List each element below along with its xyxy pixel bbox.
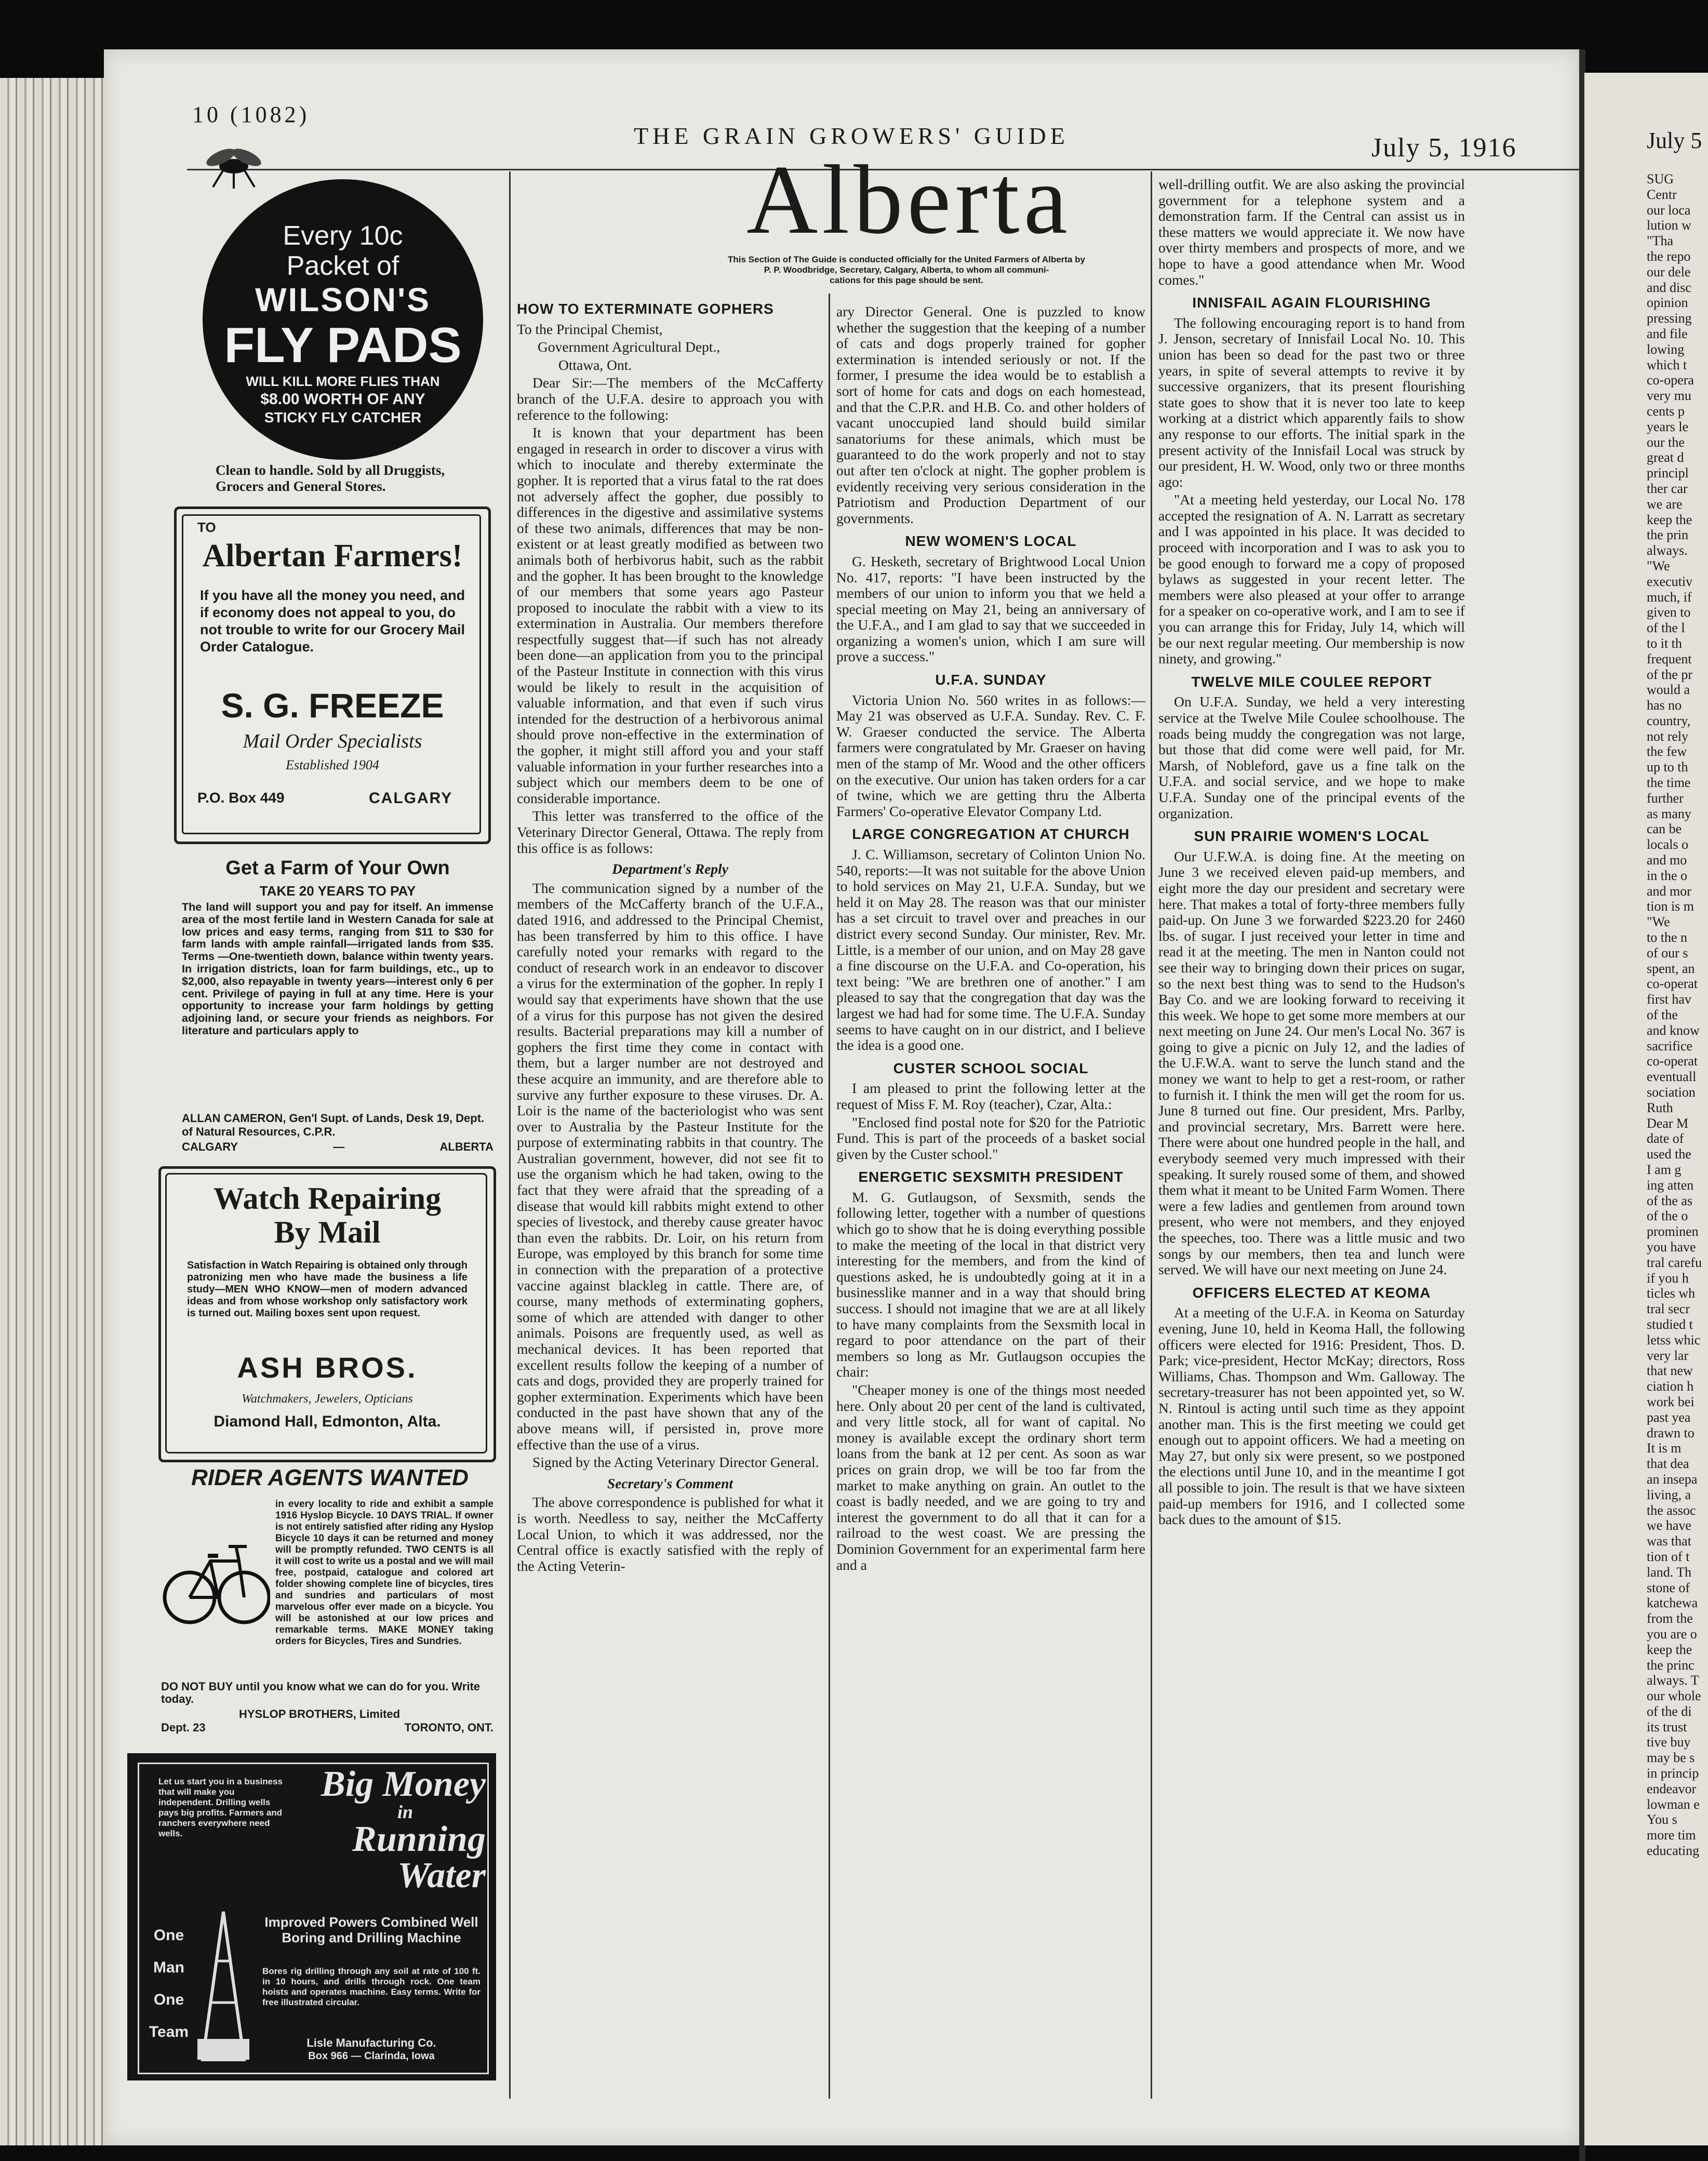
paragraph: ary Director General. One is puzzled to know whether the suggestion that the keeping of a number of cats and dogs properly trained for gopher extermination is intended seriously or not. If the former, I presume the idea would be to establish a sort of home for cats and dogs on each homestead, and that the C.P.R. and H.B. Co. and other holders of vacant unoccupied land should build similar sanatoriums for these animals, which must be guaranteed to do the work properly and not to stay out after ten o'clock at night. The gopher problem is evidently receiving very serious consideration in the Patriotism and Production Department of our governments.	[836, 304, 1145, 526]
well-intro: Let us start you in a business that will make you independent. Drilling wells pays big profits. Farmers and ranchers everywhere need wells.	[158, 1777, 283, 1838]
paragraph: The above correspondence is published for what it is worth. Needless to say, neither the McCafferty Local Union, to which it was addressed, nor the Central office is exactly satisfied with the reply of the Acting Veterin-	[517, 1494, 823, 1574]
next-page-line: more tim	[1647, 1827, 1696, 1843]
article-title-keoma: OFFICERS ELECTED AT KEOMA	[1192, 1284, 1431, 1301]
next-page-line: years le	[1647, 419, 1689, 434]
next-page-line: further	[1647, 790, 1684, 806]
section-title: Alberta	[746, 145, 1072, 255]
next-page-line: You s	[1647, 1812, 1677, 1827]
next-page-line: in the o	[1647, 868, 1687, 883]
next-page-line: in princip	[1647, 1766, 1699, 1781]
next-page-line: you are o	[1647, 1626, 1697, 1642]
section-note-line-2: P. P. Woodbridge, Secretary, Calgary, Alberta, to whom all communi-	[764, 265, 1049, 275]
freeze-po-box: P.O. Box 449	[197, 790, 285, 806]
next-page-line: past yea	[1647, 1409, 1691, 1425]
ash-body: Satisfaction in Watch Repairing is obtained only through patronizing men who have made the business a life study—MEN WHO KNOW—men of modern advanced ideas and from whose workshop only satisfactory work is turned out. Mailing boxes sent upon request.	[187, 1260, 468, 1319]
next-page-line: work bei	[1647, 1394, 1694, 1409]
next-page-line: the repo	[1647, 248, 1691, 264]
article-title-large-congregation: LARGE CONGREGATION AT CHURCH	[852, 826, 1130, 843]
fly-line-4: FLY PADS	[224, 317, 462, 373]
next-page-line: our whole	[1647, 1688, 1701, 1704]
next-page-line: keep the	[1647, 512, 1692, 527]
next-page-line: educating	[1647, 1843, 1700, 1859]
paragraph: Victoria Union No. 560 writes in as follows:—May 21 was observed as U.F.A. Sunday. Rev. C. F. W. Graeser conducted the service. The Alberta farmers were congratulated by Mr. Graeser on having men of the stamp of Mr. Wood and the other officers on the executive. Our union has taken orders for a car of twine, which we are getting thru the Alberta Farmers' Co-operative Elevator Company Ltd.	[836, 691, 1145, 819]
next-page-line: of the pr	[1647, 666, 1693, 682]
rider-company: HYSLOP BROTHERS, Limited	[239, 1708, 401, 1720]
paragraph: Signed by the Acting Veterinary Director General.	[532, 1454, 819, 1471]
next-page-line: that dea	[1647, 1456, 1689, 1472]
next-page-line: that new	[1647, 1363, 1693, 1379]
address-line-1: To the Principal Chemist,	[517, 321, 663, 337]
farm-contact: ALLAN CAMERON, Gen'l Supt. of Lands, Desk 19, Dept. of Natural Resources, C.P.R.	[182, 1112, 485, 1138]
next-page-line: very mu	[1647, 388, 1691, 404]
next-page-line: up to th	[1647, 759, 1688, 775]
fly-line-5: WILL KILL MORE FLIES THAN	[246, 373, 440, 389]
next-page-line: the prin	[1647, 527, 1689, 543]
subheading-secretary-comment: Secretary's Comment	[607, 1475, 733, 1491]
well-title-2: in	[397, 1802, 413, 1822]
next-page-line: first hav	[1647, 992, 1691, 1007]
ad-freeze	[174, 506, 491, 844]
next-page-line: living, a	[1647, 1487, 1691, 1502]
article-title-innisfail: INNISFAIL AGAIN FLOURISHING	[1192, 295, 1431, 311]
next-page-line: land. Th	[1647, 1564, 1692, 1580]
rider-footer	[161, 1721, 493, 1735]
ash-title-1: Watch Repairing	[213, 1181, 442, 1216]
article-title-twelve-mile: TWELVE MILE COULEE REPORT	[1191, 673, 1432, 690]
next-page-line: pressing	[1647, 311, 1692, 326]
book-page-edges	[0, 78, 104, 2145]
next-page-line: as many	[1647, 806, 1691, 821]
next-page-line: and disc	[1647, 279, 1691, 295]
next-page-line: from the	[1647, 1611, 1693, 1626]
address-line-3: Ottawa, Ont.	[558, 356, 632, 373]
next-page-line: tion is m	[1647, 899, 1694, 914]
next-page-line: lowing	[1647, 341, 1685, 357]
next-page-line: the time	[1647, 775, 1691, 791]
next-page-line: It is m	[1647, 1440, 1682, 1456]
rider-dept: Dept. 23	[161, 1721, 206, 1734]
article-title-new-womens-local: NEW WOMEN'S LOCAL	[905, 533, 1077, 550]
next-page-line: was that	[1647, 1533, 1691, 1549]
next-page-line: principl	[1647, 465, 1689, 481]
next-page-line: date of	[1647, 1131, 1684, 1146]
next-page-line: of our s	[1647, 945, 1688, 961]
next-page-line: sacrifice	[1647, 1038, 1693, 1053]
page-number: 10 (1082)	[192, 102, 310, 127]
rider-title: RIDER AGENTS WANTED	[191, 1465, 469, 1490]
next-page-line: always.	[1647, 543, 1688, 558]
next-page-line: spent, an	[1647, 961, 1695, 976]
column-rule-3	[1151, 171, 1152, 2099]
next-page-line: locals o	[1647, 837, 1689, 852]
paragraph: "At a meeting held yesterday, our Local No. 178 accepted the resignation of A. N. Larratt as secretary and I was appointed in his place. It was decided to proceed with incorporation and I was to ask you to be good enough to forward me a copy of proposed bylaws as suggested in your recent letter. The members were also pleased at your offer to arrange for a speaker on co-operative work, and I am to see if you can arrange this for Friday, July 14, which will be our next regular meeting. Our membership is now ninety, and growing."	[1158, 491, 1465, 667]
well-title-3: Running	[352, 1819, 486, 1859]
next-page-line: prominen	[1647, 1224, 1699, 1239]
next-page-line: katchewa	[1647, 1595, 1698, 1611]
fly-line-6: $8.00 WORTH OF ANY	[260, 391, 425, 408]
column-rule-2	[829, 294, 830, 2099]
paragraph: Dear Sir:—The members of the McCafferty branch of the U.F.A. desire to approach you with reference to the following:	[517, 375, 823, 423]
next-page-line: lowman e	[1647, 1796, 1700, 1812]
fly-pads-caption: Clean to handle. Sold by all Druggists, Grocers and General Stores.	[216, 462, 445, 494]
farm-body: The land will support you and pay for itself. An immense area of the most fertile land in Western Canada for sale at low prices and easy terms, ranging from $11 to $30 for farm lands with ample rainfall—irrigated lands from $35. Terms —One-twentieth down, balance within twenty years. In irrigation districts, loan for farm buildings, etc., up to $2,000, also repayable in twenty years—interest only 6 per cent. Privilege of paying in full at any time. Here is your opportunity to increase your farm holdings by getting adjoining land, or secure your friends as neighbors. For literature and particulars apply to	[182, 901, 493, 1037]
freeze-to: TO	[197, 519, 216, 535]
next-page-line: of the l	[1647, 620, 1685, 636]
next-page-line: and mo	[1647, 852, 1687, 868]
farm-subtitle: TAKE 20 YEARS TO PAY	[259, 883, 416, 899]
ash-name: ASH BROS.	[237, 1351, 418, 1384]
next-page-line: Dear M	[1647, 1115, 1689, 1131]
well-title-1: Big Money	[321, 1764, 486, 1804]
paragraph: At a meeting of the U.F.A. in Keoma on Saturday evening, June 10, held in Keoma Hall, the following officers were elected for 1916: President, Thos. D. Park; vice-president, Hector McKay; directors, Ross Williams, Chas. Thompson and Wm. Galloway. The secretary-treasurer has not been appointed yet, so W. N. Rintoul is acting until such time as they appoint another man. This is the first meeting we could get enough out to appoint officers. We had a meeting on May 27, but only six were present, so we postponed the elections until June 10, and in the meantime I got all possible to join. The result is that we have sixteen paid-up members for 1916, and I collected some back dues to the amount of $15.	[1158, 1304, 1465, 1528]
next-page-line: of the as	[1647, 1193, 1693, 1208]
fly-line-3: WILSON'S	[255, 281, 431, 318]
article-title-custer-school: CUSTER SCHOOL SOCIAL	[893, 1060, 1089, 1076]
ash-address: Diamond Hall, Edmonton, Alta.	[214, 1413, 441, 1430]
next-page-line: cents p	[1647, 403, 1685, 419]
issue-date: July 5, 1916	[1371, 133, 1517, 163]
next-page-line: co-operat	[1647, 976, 1698, 992]
freeze-name: S. G. FREEZE	[221, 686, 444, 725]
next-page-text	[1647, 171, 1708, 1859]
next-page-line: eventuall	[1647, 1069, 1697, 1085]
next-page-line: opinion	[1647, 295, 1688, 311]
paragraph: G. Hesketh, secretary of Brightwood Local Union No. 417, reports: "I have been instructed by the members of our union to inform you that we held a special meeting on May 21, being an anniversary of the U.F.A., and I am glad to say that we succeeded in organizing a women's union, which I am sure will prove a success."	[836, 553, 1145, 665]
next-page-line: to it th	[1647, 635, 1682, 651]
section-note-line-3: cations for this page should be sent.	[830, 275, 983, 285]
next-page-line: and mor	[1647, 883, 1691, 899]
freeze-tagline: Mail Order Specialists	[243, 730, 422, 752]
next-page-line: an insepa	[1647, 1471, 1698, 1487]
next-page-fragment	[1584, 73, 1708, 2145]
well-machine: Improved Powers Combined Well Boring and Drilling Machine	[264, 1914, 478, 1945]
next-page-line: given to	[1647, 605, 1691, 620]
next-page-line: co-opera	[1647, 372, 1694, 388]
freeze-title: Albertan Farmers!	[202, 538, 463, 573]
next-page-line: studied t	[1647, 1316, 1693, 1332]
next-page-line: great d	[1647, 450, 1684, 465]
fly-line-2: Packet of	[286, 251, 399, 281]
next-page-line: Centr	[1647, 186, 1677, 202]
next-page-line: our loca	[1647, 202, 1691, 218]
next-page-line: of the	[1647, 1007, 1678, 1023]
bicycle-icon	[161, 1499, 270, 1634]
article-title-gophers: HOW TO EXTERMINATE GOPHERS	[517, 301, 774, 317]
fly-icon	[197, 138, 270, 190]
next-page-line: country,	[1647, 713, 1691, 728]
paragraph: J. C. Williamson, secretary of Colinton Union No. 540, reports:—It was not suitable for the above Union to hold services on May 21, U.F.A. Sunday, but we held it on May 28. The reason was that our minister has a set circuit to travel over and preaches in our district every second Sunday. Our minister, Rev. Mr. Little, is a member of our union, and on May 28 gave a fine discourse on the U.F.A. and Co-operation, his text being: "We are brethren one of another." I am pleased to say that the congregation that day was the largest we had had for some time. The U.F.A. Sunday seems to have caught on in our district, and I believe the idea is a good one.	[836, 846, 1145, 1053]
next-page-line: SUG	[1647, 171, 1674, 186]
next-page-line: ticles wh	[1647, 1286, 1696, 1301]
next-page-line: tral carefu	[1647, 1255, 1702, 1270]
next-page-line: not rely	[1647, 728, 1689, 744]
publication-name: THE GRAIN GROWERS' GUIDE	[634, 123, 1069, 149]
paragraph: On U.F.A. Sunday, we held a very interesting service at the Twelve Mile Coulee schoolhouse. The roads being muddy the congregation was not large, but those that did come were well paid, for Mr. Marsh, of Nobleford, gave us a fine talk on the U.F.A. and social service, and we hope to make U.F.A. Sunday one of the principal events of the organization.	[1158, 693, 1465, 821]
next-page-line: "We	[1647, 558, 1670, 573]
next-page-line: endeavor	[1647, 1781, 1697, 1796]
next-page-line: if you h	[1647, 1270, 1689, 1286]
freeze-body: If you have all the money you need, and if economy does not appeal to you, do not trouble to write for our Grocery Mail Order Catalogue.	[200, 588, 465, 655]
next-page-line: tral secr	[1647, 1301, 1690, 1317]
column-rule-1	[509, 171, 511, 2099]
paragraph: Our U.F.W.A. is doing fine. At the meeting on June 3 we received eleven paid-up members, and eight more the day our president and secretary were here. That makes a total of forty-three members fully paid-up. On June 3 we forwarded $223.20 for 2460 lbs. of sugar. I just received your letter in time and read it at the meeting. The men in Nanton could not see their way to bringing down their prices on sugar, so the next best thing was to send to the Hudson's Bay Co. and we are looking forward to receiving it this week. We hope to get some more members at our next meeting on June 24. Our men's Local No. 367 is going to give a picnic on July 12, and the ladies of the U.F.W.A. want to serve the lunch stand and the money we want to help to get a rest-room, or rather to furnish it. I think the men will get the room for us. June 8 turned out fine. Our president, Mrs. Parlby, and provincial secretary, Mrs. Barrett were here. There were about one hundred people in the hall, and everybody seemed very much impressed with their speaking. It surely roused some of them, and showed them what it meant to be United Farm Women. There were a few ladies and gentlemen from around town present, who were not members, and they enjoyed the speeches, too. There was a little music and two songs by our members, then tea and lunch were served. We will have our next meeting on June 24.	[1158, 848, 1465, 1278]
next-page-line: co-operat	[1647, 1053, 1698, 1069]
next-page-line: very lar	[1647, 1348, 1689, 1363]
fly-pads-text	[203, 221, 483, 426]
article-title-ufa-sunday: U.F.A. SUNDAY	[935, 672, 1047, 688]
next-page-line: may be s	[1647, 1750, 1695, 1766]
next-page-line: of the di	[1647, 1703, 1692, 1719]
article-title-sexsmith: ENERGETIC SEXSMITH PRESIDENT	[858, 1169, 1124, 1185]
rider-warning: DO NOT BUY until you know what we can do for you. Write today.	[161, 1680, 481, 1705]
next-page-line: can be	[1647, 821, 1682, 837]
next-page-line: much, if	[1647, 589, 1692, 605]
next-page-line: stone of	[1647, 1580, 1690, 1595]
next-page-line: has no	[1647, 698, 1682, 713]
next-page-line: we are	[1647, 496, 1683, 512]
next-page-line: "We	[1647, 914, 1670, 930]
well-body: Bores rig drilling through any soil at rate of 100 ft. in 10 hours, and drills through rock. One team hoists and operates machine. Easy terms. Write for free illustrated circular.	[262, 1966, 481, 2007]
fly-line-1: Every 10c	[283, 221, 403, 251]
next-page-line: letss whic	[1647, 1332, 1701, 1348]
next-page-date: July 5	[1647, 128, 1702, 153]
section-note	[592, 255, 1221, 286]
paragraph: I am pleased to print the following letter at the request of Miss F. M. Roy (teacher), Czar, Alta.:	[836, 1080, 1145, 1112]
next-page-line: we have	[1647, 1518, 1691, 1533]
farm-footer	[182, 1140, 493, 1154]
fly-line-7: STICKY FLY CATCHER	[264, 409, 422, 425]
next-page-line: tive buy	[1647, 1735, 1691, 1750]
well-title-4: Water	[397, 1856, 486, 1896]
article-column-2	[836, 304, 1145, 2099]
farm-province: ALBERTA	[439, 1140, 493, 1153]
next-page-line: keep the	[1647, 1642, 1692, 1657]
ad-ash-bros	[158, 1166, 496, 1462]
ash-trade: Watchmakers, Jewelers, Opticians	[242, 1392, 413, 1406]
next-page-line: lution w	[1647, 218, 1691, 233]
next-page-line: the assoc	[1647, 1502, 1696, 1518]
next-page-line: you have	[1647, 1239, 1696, 1255]
well-company: Lisle Manufacturing Co.	[306, 2036, 436, 2049]
rider-city: TORONTO, ONT.	[404, 1721, 493, 1734]
next-page-line: which t	[1647, 357, 1687, 372]
paragraph: The following encouraging report is to hand from J. Jenson, secretary of Innisfail Local No. 10. This union has been so dead for the past two or three years, in spite of several attempts to revive it by successive organizers, that its present flourishing state goes to show that it is never too late to keep working at a district which apparently fails to show any response to our efforts. The initial spark in the present activity of the Innisfail Local was struck by our president, H. W. Wood, only two or three months ago:	[1158, 314, 1465, 490]
paragraph: The communication signed by a number of the members of the McCafferty branch of the U.F.A., dated 1916, and addressed to the Principal Chemist, has been transferred by him to this office. I have carefully noted your remarks with regard to the conduct of research work in an endeavor to discover a virus for the extermination of the gopher. In reply I would say that experiments have shown that the use of a virus for this purpose has not given the desired results. Bacterial preparations may kill a number of gophers the first time they come in contact with them, but a larger number are not destroyed and these acquire an immunity, and are therefore able to survive any further exposure to these viruses. Dr. A. Loir is the name of the bacteriologist who was sent over to Australia by the Pasteur Institute for the purpose of exterminating rabbits in that country. The Australian government, however, did not see fit to use the organism which he had taken, owing to the fact that they were afraid that the spreading of a disease that would kill rabbits might extend to other species of livestock, and thereby cause greater havoc than even the rabbits. Dr. Loir, on his return from Europe, was employed by this branch for some time in connection with the preparation of a protective vaccine against blackleg in cattle. There are, of course, many methods of exterminating gophers, some of which are attended with danger to other animals. Poisons are frequently used, as well as mechanical devices. It has been reported that excellent results follow the keeping of a number of cats and dogs, provided they are properly trained for gopher extermination. Experiments which have been conducted in the past have shown that any of the above means will, if persisted in, prove more effective than the use of a virus.	[517, 879, 823, 1452]
article-title-sun-prairie: SUN PRAIRIE WOMEN'S LOCAL	[1194, 828, 1430, 845]
next-page-line: drawn to	[1647, 1425, 1694, 1440]
next-page-line: the few	[1647, 744, 1687, 759]
next-page-line: used the	[1647, 1146, 1691, 1162]
next-page-line: sociation	[1647, 1085, 1696, 1100]
next-page-line: tion of t	[1647, 1549, 1690, 1564]
next-page-line: the princ	[1647, 1657, 1694, 1673]
ash-title-2: By Mail	[274, 1215, 381, 1249]
next-page-line: "Tha	[1647, 233, 1674, 249]
subheading-department-reply: Department's Reply	[612, 861, 728, 877]
section-note-line-1: This Section of The Guide is conducted officially for the United Farmers of Alberta by	[728, 255, 1085, 264]
article-column-1	[517, 301, 823, 2099]
paragraph: "Cheaper money is one of the things most needed here. Only about 20 per cent of the land is cultivated, and very little stock, all for want of capital. No money is available except the ordinary short term loans from the bank at 12 per cent. As soon as war prices on grain drop, we will be too far from the market to make anything on grain. An outlet to the coast is badly needed, and we are going to try and interest the government to do all that it can for a railroad to the west coast. We are pressing the Dominion Government for an experimental farm here and a	[836, 1382, 1145, 1573]
next-page-line: ciation h	[1647, 1379, 1694, 1394]
next-page-line: of the o	[1647, 1208, 1688, 1224]
paragraph: "Enclosed find postal note for $20 for the Patriotic Fund. This is part of the proceeds of a basket social given by the Custer school."	[836, 1114, 1145, 1162]
farm-city: CALGARY	[182, 1140, 238, 1153]
freeze-city: CALGARY	[369, 790, 453, 807]
freeze-established: Established 1904	[286, 757, 379, 772]
next-page-line: Ruth	[1647, 1100, 1673, 1115]
next-page-line: executiv	[1647, 573, 1693, 589]
next-page-line: ing atten	[1647, 1177, 1694, 1193]
paragraph: It is known that your department has been engaged in research in order to discover a virus with which to inoculate and thereby exterminate the gopher. It is reported that a virus fatal to the rat does not adversely affect the gopher, due possibly to differences in the digestive and assimilative systems of these two animals, differences that may be non-existent or at least greatly modified as between two animals both of herbivorus habit, such as the rabbit and the gopher. It has been brought to the knowledge of our members that some years ago Pasteur proposed to inoculate the rabbit with a view to its extermination in Australia. Our members therefore respectfully suggest that—if such has not already been done—an application from you to the principal of the Pasteur Institute in connection with this virus would be likely to result in the acquisition of valuable information, and that even if such virus intended for the destruction of a herbivorous animal should prove non-effective in the extermination of the gopher, it might still afford you and your staff valuable information in your further researches into a subject which our members deem to be one of considerable importance.	[517, 424, 823, 806]
drilling-rig-icon	[195, 1909, 252, 2065]
well-address: Box 966 — Clarinda, Iowa	[308, 2050, 435, 2062]
next-page-line: our the	[1647, 434, 1685, 450]
paragraph: well-drilling outfit. We are also asking the provincial government for a telephone system and a demonstration farm. If the Central can assist us in these matters we would appreciate it. We now have over thirty members and prospects of more, and we hope to have a good attendance when Mr. Wood comes."	[1158, 177, 1465, 288]
farm-dash: —	[333, 1140, 345, 1153]
next-page-line: frequent	[1647, 651, 1692, 666]
newspaper-page	[104, 49, 1579, 2145]
well-side-text: One Man One Team	[149, 1927, 189, 2040]
paragraph: This letter was transferred to the office of the Veterinary Director General, Ottawa. The reply from this office is as follows:	[517, 808, 823, 856]
next-page-line: always. T	[1647, 1673, 1699, 1688]
next-page-line: and know	[1647, 1022, 1700, 1038]
ad-well-drilling	[127, 1753, 496, 2080]
next-page-line: ther car	[1647, 481, 1688, 496]
next-page-line: to the n	[1647, 930, 1687, 945]
article-column-3	[1158, 177, 1465, 2099]
rider-body: in every locality to ride and exhibit a sample 1916 Hyslop Bicycle. 10 DAYS TRIAL. If owner is not entirely satisfied after riding any Hyslop Bicycle 10 days it can be returned and money will be promptly refunded. TWO CENTS is all it will cost to write us a postal and we will mail free, postpaid, catalogue and colored art folder showing complete line of bicycles, tires and sundries and particulars of most marvelous offer ever made on a bicycle. You will be astonished at our low prices and remarkable terms. MAKE MONEY taking orders for Bicycles, Tires and Sundries.	[275, 1499, 493, 1647]
farm-title: Get a Farm of Your Own	[225, 857, 450, 879]
well-ad-title	[288, 1766, 486, 1894]
next-page-line: and file	[1647, 326, 1688, 341]
next-page-line: I am g	[1647, 1162, 1682, 1177]
next-page-line: would a	[1647, 682, 1690, 698]
address-line-2: Government Agricultural Dept.,	[538, 339, 720, 355]
next-page-line: our dele	[1647, 264, 1691, 279]
next-page-line: its trust	[1647, 1719, 1687, 1735]
paragraph: M. G. Gutlaugson, of Sexsmith, sends the following letter, together with a number of questions which go to show that he is doing everything possible to make the meeting of the local in that district very interesting for the members, and from the kind of questions asked, he is undoubtedly going at it in a businesslike manner and in a way that should bring success. I should not imagine that we are at all likely to have many complaints from the Sexsmith local in regard to poor attendance on the part of their members so long as Mr. Gutlaugson occupies the chair:	[836, 1189, 1145, 1380]
